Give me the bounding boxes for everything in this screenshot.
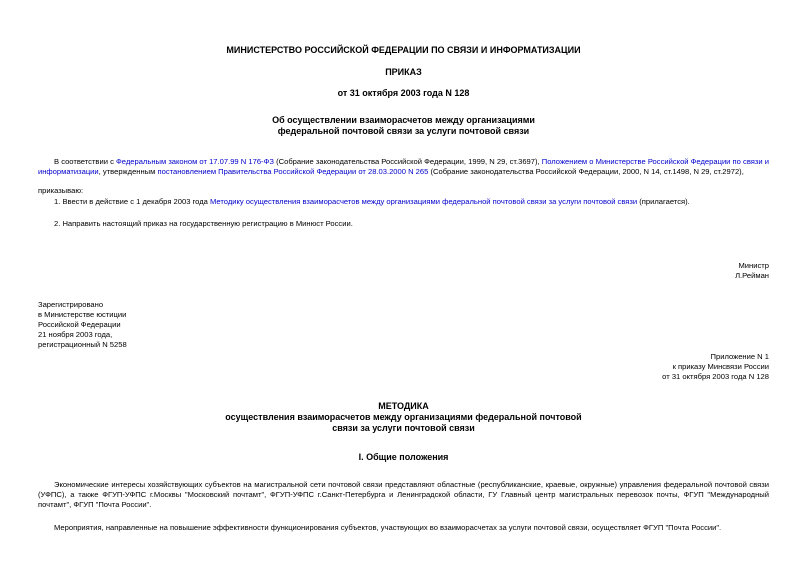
doc-title-line2: федеральной почтовой связи за услуги почтовой связи (277, 126, 530, 136)
doc-date-number: от 31 октября 2003 года N 128 (337, 88, 470, 98)
registration-block (38, 300, 127, 350)
appendix-line: от 31 октября 2003 года N 128 (662, 372, 769, 381)
preamble-paragraph (38, 157, 769, 177)
order-word: приказываю: (38, 186, 84, 195)
registration-line: в Министерстве юстиции (38, 310, 127, 319)
appendix-line: к приказу Минсвязи России (672, 362, 769, 371)
signature-name: Л.Рейман (735, 271, 769, 280)
ministry-heading: МИНИСТЕРСТВО РОССИЙСКОЙ ФЕДЕРАЦИИ ПО СВЯЗИ И ИНФОРМАТИЗАЦИИ (226, 45, 581, 55)
method-subtitle-line2: связи за услуги почтовой связи (332, 423, 475, 433)
government-resolution-link[interactable]: постановлением Правительства Российской Федерации от 28.03.2000 N 265 (157, 167, 429, 176)
preamble-text-4: (Собрание законодательства Российской Федерации, 2000, N 14, ст.1498, N 29, ст.2972), (428, 167, 744, 176)
preamble-text-1: В соответствии с (54, 157, 116, 166)
method-paragraph-2: Мероприятия, направленные на повышение эффективности функционирования субъектов, участвующих во взаиморасчетах за услуги почтовой связи, осуществляет ФГУП "Почта России". (54, 523, 722, 532)
order-item-1-text: 1. Ввести в действие с 1 декабря 2003 года (54, 197, 210, 206)
registration-line: Российской Федерации (38, 320, 121, 329)
methodology-link[interactable]: Методику осуществления взаиморасчетов между организациями федеральной почтовой связи за услуги почтовой связи (209, 197, 638, 206)
method-subtitle-line1: осуществления взаиморасчетов между организациями федеральной почтовой (225, 412, 582, 422)
registration-line: регистрационный N 5258 (38, 340, 127, 349)
order-item-1-suffix: (прилагается). (637, 197, 690, 206)
method-title: МЕТОДИКА (378, 401, 429, 411)
doc-title-line1: Об осуществлении взаиморасчетов между организациями (272, 115, 535, 125)
registration-line: Зарегистрировано (38, 300, 104, 309)
method-paragraph-1: Экономические интересы хозяйствующих субъектов на магистральной сети почтовой связи представляют областные (республиканские, краевые, окружные) управления федеральной почтовой связи (УФПС), а также ФГУП-УФПС г.Москвы "Московский почтамт", ФГУП-УФПС г.Санкт-Петербурга и Ленинградской области, ГУ Главный центр магистральных перевозок почты, ФГУП "Международный почтамт", ФГУП "Почта России". (38, 480, 769, 509)
section-heading: I. Общие положения (358, 452, 449, 462)
registration-line: 21 ноября 2003 года, (38, 330, 113, 339)
ministry-regulation-link[interactable]: Положением о Министерстве Российской Федерации по связи и информатизации (38, 157, 769, 176)
preamble-text-3: , утвержденным (98, 167, 158, 176)
doc-type-heading: ПРИКАЗ (385, 67, 422, 77)
federal-law-link[interactable]: Федеральным законом от 17.07.99 N 176-ФЗ (116, 157, 274, 166)
signature-position: Министр (738, 261, 769, 270)
order-item-1 (54, 197, 769, 207)
order-item-2: 2. Направить настоящий приказ на государственную регистрацию в Минюст России. (54, 219, 353, 228)
appendix-block (662, 352, 769, 382)
preamble-text-2: (Собрание законодательства Российской Федерации, 1999, N 29, ст.3697), (273, 157, 542, 166)
appendix-line: Приложение N 1 (710, 352, 769, 361)
